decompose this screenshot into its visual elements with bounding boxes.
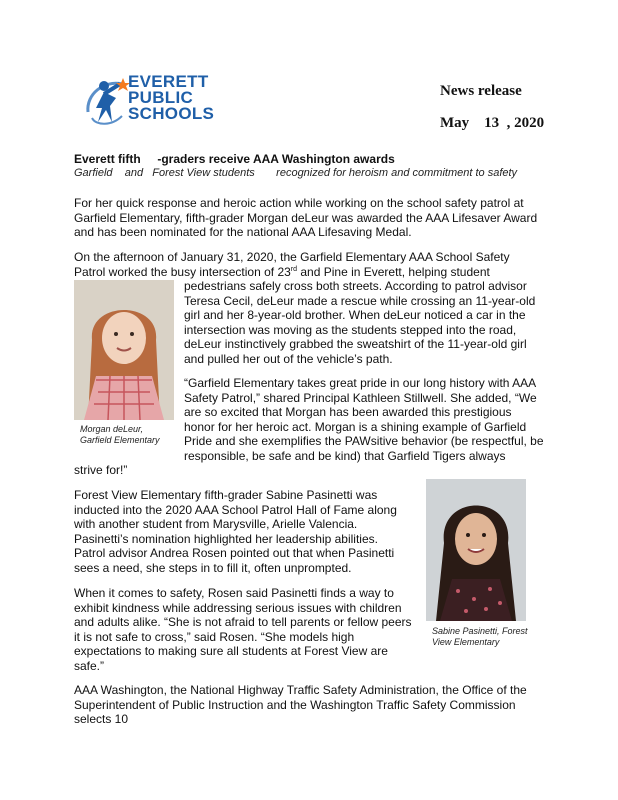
paragraph-5: When it comes to safety, Rosen said Pasinetti finds a way to exhibit kindness while addressing serious issues with children and adults alike. “She is not afraid to tell parents or fellow peers it is not safe to cross,” said Rosen. “She models high expectations to making sure all students at Forest View are safe.” — [74, 586, 412, 673]
logo-line-2: PUBLIC — [128, 88, 194, 107]
caption-morgan: Morgan deLeur, Garfield Elementary — [80, 424, 160, 445]
paragraph-2-lead-tail: and Pine in Everett, helping student — [297, 264, 490, 279]
release-date: May 13 , 2020 — [440, 115, 545, 131]
paragraph-3-end: strive for!” — [74, 463, 128, 477]
headline: Everett fifth -graders receive AAA Washington awards — [74, 152, 395, 166]
sabine-photo — [426, 479, 526, 621]
paragraph-4: Forest View Elementary fifth-grader Sabine Pasinetti was inducted into the 2020 AAA School Patrol Hall of Fame along with another student from Marysville, Arielle Valencia. Pasinetti’s nomination highlighted her leadership abilities. Patrol advisor Andrea Rosen pointed out that when Pasinetti sees a need, she steps in to fill it, often unprompted. — [74, 488, 397, 575]
paragraph-2-lead — [74, 250, 544, 279]
paragraph-2-cont: pedestrians safely cross both streets. According to patrol advisor Teresa Cecil, deLeur made a rescue while crossing an 11-year-old girl and her 8-year-old brother. When deLeur noticed a car in the intersection was moving as the students stepped into the road, deLeur instinctively grabbed the sweatshirt of the 11-year-old girl and pulled her out of the vehicle’s path. — [184, 279, 536, 366]
caption-sabine: Sabine Pasinetti, Forest View Elementary — [432, 626, 528, 647]
release-label: News release — [440, 83, 522, 99]
logo-line-1: EVERETT — [128, 72, 209, 91]
release-block — [440, 80, 544, 134]
morgan-photo — [74, 280, 174, 420]
subhead: Garfield and Forest View students recognized for heroism and commitment to safety — [74, 167, 518, 179]
logo-line-3: SCHOOLS — [128, 104, 215, 123]
paragraph-3: “Garfield Elementary takes great pride in our long history with AAA Safety Patrol,” shared Principal Kathleen Stillwell. She added, “We are so excited that Morgan has been awarded this prestigious honor for her heroic act. Morgan is a shining example of Garfield Pride and she exemplifies the PAWsitive behavior (be respectful, be responsible, be safe and be kind) that Garfield Tigers always — [184, 376, 544, 463]
paragraph-2-superscript: rd — [290, 265, 298, 273]
everett-public-schools-logo — [82, 72, 215, 130]
paragraph-2-lead-text: On the afternoon of January 31, 2020, the Garfield Elementary AAA School Safety Patrol worked the busy intersection of 23 — [74, 250, 510, 279]
paragraph-6: AAA Washington, the National Highway Traffic Safety Administration, the Office of the Superintendent of Public Instruction and the Washington Traffic Safety Commission selects 10 — [74, 683, 527, 726]
paragraph-1: For her quick response and heroic action while working on the school safety patrol at Garfield Elementary, fifth-grader Morgan deLeur was awarded the AAA Lifesaver Award and has been nominated for the national AAA Lifesaving Medal. — [74, 196, 538, 239]
logo-figure-icon — [82, 72, 130, 130]
